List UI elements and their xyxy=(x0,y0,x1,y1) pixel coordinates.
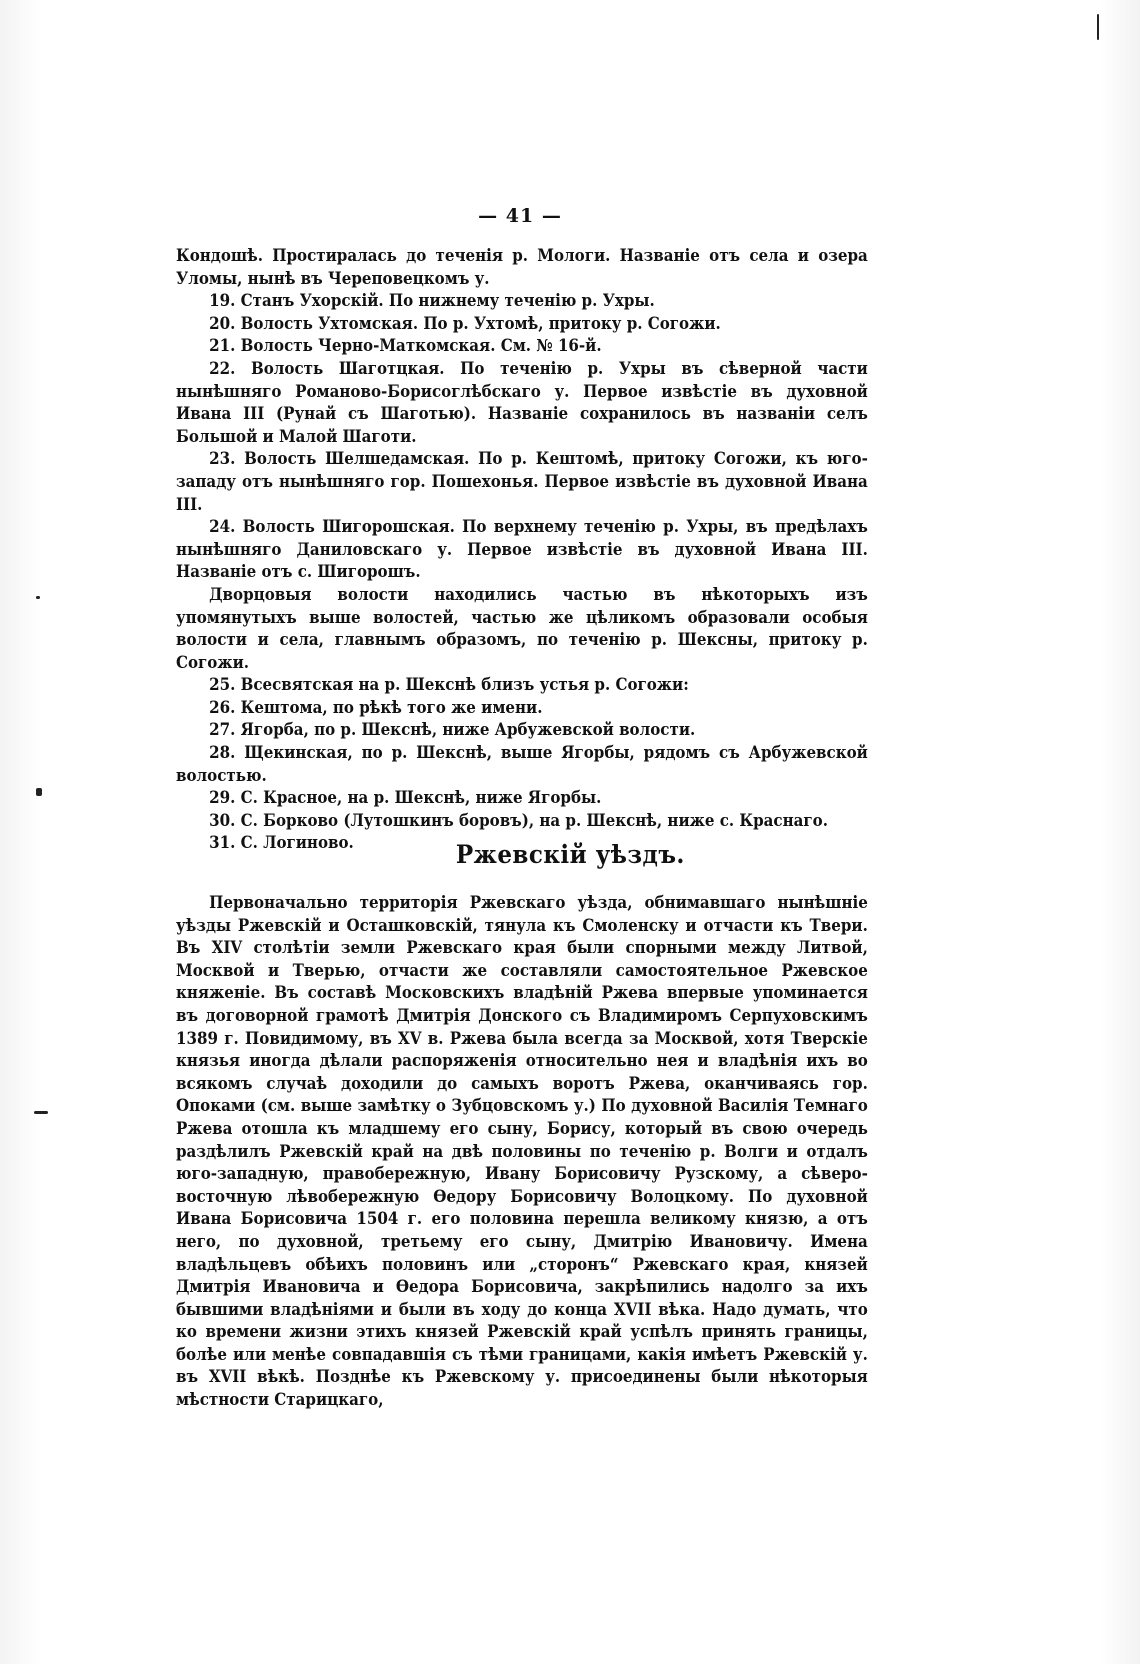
scan-speck xyxy=(34,1111,48,1114)
list-item-20: 20. Волость Ухтомская. По р. Ухтомѣ, притоку р. Согожи. xyxy=(209,313,721,333)
top-text-block xyxy=(176,245,868,855)
list-item-31: 31. С. Логиново. xyxy=(209,833,354,853)
bottom-text-block xyxy=(176,892,868,1412)
list-item-28: 28. Щекинская, по р. Шекснѣ, выше Ягорбы, рядомъ съ Арбужевской волостью. xyxy=(176,743,868,785)
page-number: — 41 — xyxy=(478,205,562,227)
list-item-24: 24. Волость Шигорошская. По верхнему теченію р. Ухры, въ предѣлахъ нынѣшняго Даниловскаго у. Первое извѣстіе въ духовной Ивана III. Названіе отъ с. Шигорошъ. xyxy=(176,517,868,582)
paragraph-continuation: Кондошѣ. Простиралась до теченія р. Мологи. Названіе отъ села и озера Уломы, нынѣ въ Череповецкомъ у. xyxy=(176,246,868,288)
paragraph-rzhev-history: Первоначально территорія Ржевскаго уѣзда, обнимавшаго нынѣшніе уѣзды Ржевскій и Осташковскій, тянула къ Смоленску и отчасти къ Твери. Въ XIV столѣтіи земли Ржевскаго края были спорными между Литвой, Москвой и Тверью, отчасти же составляли самостоятельное Ржевское княженіе. Въ составѣ Московскихъ владѣній Ржева впервые упоминается въ договорной грамотѣ Дмитрія Донского съ Владимиромъ Серпуховскимъ 1389 г. Повидимому, въ XV в. Ржева была всегда за Москвой, хотя Тверскіе князья иногда дѣлали распоряженія относительно нея и владѣнія ихъ во всякомъ случаѣ доходили до самыхъ воротъ Ржева, оканчиваясь гор. Опоками (см. выше замѣтку о Зубцовскомъ у.) По духовной Василія Темнаго Ржева отошла къ младшему его сыну, Борису, который въ свою очередь раздѣлилъ Ржевскій край на двѣ половины по теченію р. Волги и отдалъ юго-западную, правобережную, Ивану Борисовичу Рузскому, а сѣверо-восточную лѣвобережную Ѳедору Борисовичу Волоцкому. По духовной Ивана Борисовича 1504 г. его половина перешла великому князю, а отъ него, по духовной, третьему его сыну, Дмитрію Ивановичу. Имена владѣльцевъ обѣихъ половинъ или „сторонъ“ Ржевскаго края, князей Дмитрія Ивановича и Ѳедора Борисовича, закрѣпились надолго за ихъ бывшими владѣніями и были въ ходу до конца XVII вѣка. Надо думать, что ко времени жизни этихъ князей Ржевскій край успѣлъ принять границы, болѣе или менѣе совпадавшія съ тѣми границами, какія имѣетъ Ржевскій у. въ XVII вѣкѣ. Позднѣе къ Ржевскому у. присоединены были нѣкоторыя мѣстности Старицкаго, xyxy=(176,893,868,1410)
section-heading: Ржевскій уѣздъ. xyxy=(455,840,685,869)
scan-speck xyxy=(36,788,42,796)
list-item-25: 25. Всесвятская на р. Шекснѣ близъ устья р. Согожи: xyxy=(209,675,689,695)
list-item-22: 22. Волость Шаготцкая. По теченію р. Ухры въ сѣверной части нынѣшняго Романово-Борисоглѣбскаго у. Первое извѣстіе въ духовной Ивана III (Рунай съ Шаготью). Названіе сохранилось въ названіи селъ Большой и Малой Шаготи. xyxy=(176,358,868,446)
list-item-19: 19. Станъ Ухорскій. По нижнему теченію р. Ухры. xyxy=(209,291,655,311)
list-item-23: 23. Волость Шелшедамская. По р. Кештомѣ, притоку Согожи, къ юго-западу отъ нынѣшняго гор. Пошехонья. Первое извѣстіе въ духовной Ивана III. xyxy=(176,449,868,514)
list-item-27: 27. Ягорба, по р. Шекснѣ, ниже Арбужевской волости. xyxy=(209,720,696,740)
scan-speck xyxy=(36,596,40,599)
list-item-26: 26. Кештома, по рѣкѣ того же имени. xyxy=(209,697,543,717)
paragraph-palace-volosts: Дворцовыя волости находились частью въ нѣкоторыхъ изъ упомянутыхъ выше волостей, частью же цѣликомъ образовали особыя волости и села, главнымъ образомъ, по теченію р. Шексны, притоку р. Согожи. xyxy=(176,584,868,672)
list-item-21: 21. Волость Черно-Маткомская. См. № 16-й. xyxy=(209,336,602,356)
scan-edge-line xyxy=(1097,14,1099,40)
list-item-29: 29. С. Красное, на р. Шекснѣ, ниже Ягорбы. xyxy=(209,788,602,808)
list-item-30: 30. С. Борково (Лутошкинъ боровъ), на р. Шекснѣ, ниже с. Краснаго. xyxy=(209,810,828,830)
